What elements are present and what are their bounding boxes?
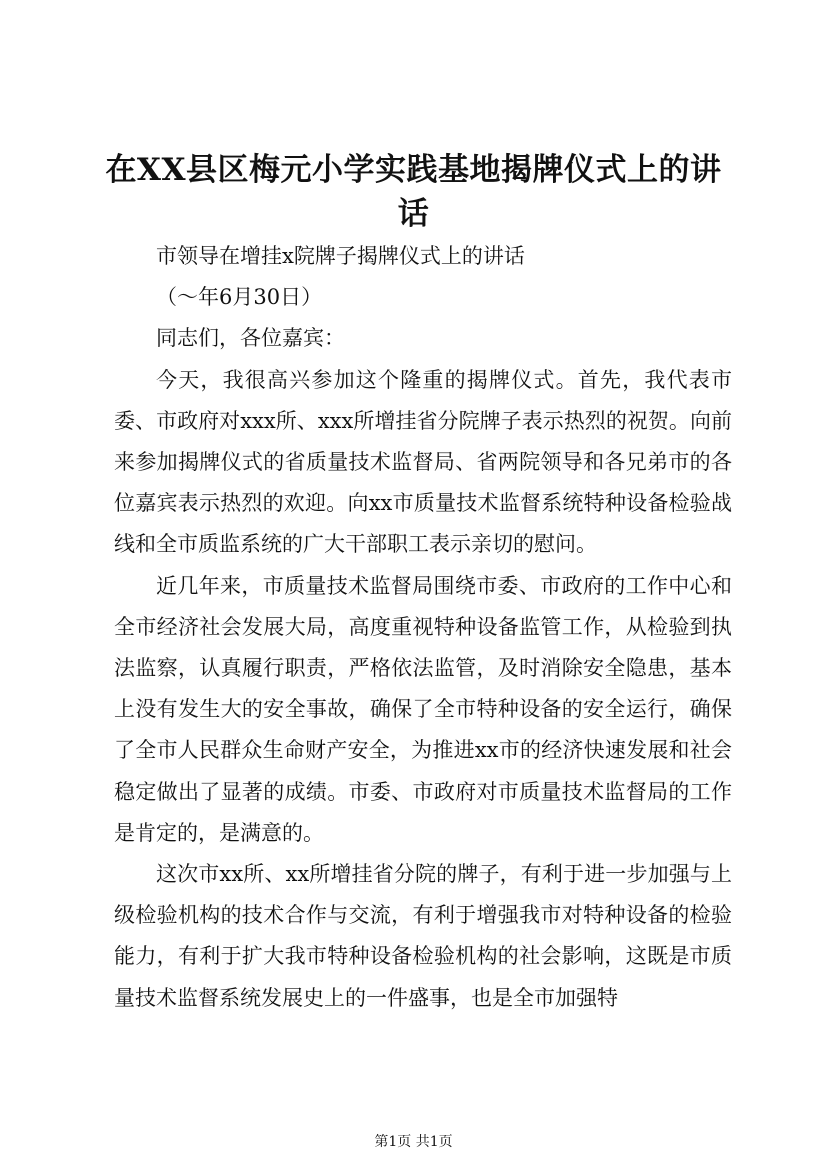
document-title: 在XX县区梅元小学实践基地揭牌仪式上的讲话 xyxy=(105,152,722,232)
paragraph-date: （～年6月30日） xyxy=(156,285,323,310)
paragraph-achievements: 近几年来，市质量技术监督局围绕市委、市政府的工作中心和全市经济社会发展大局，高度重视特种设备监管工作，从检验到执法监察，认真履行职责，严格依法监管，及时消除安全隐患，基本上没有发生大的安全事故，确保了全市特种设备的安全运行，确保了全市人民群众生命财产安全，为推进xx市的经济快速发展和社会稳定做出了显著的成绩。市委、市政府对市质量技术监督局的工作是肯定的，是满意的。 xyxy=(114,573,732,845)
paragraph-opening: 今天，我很高兴参加这个隆重的揭牌仪式。首先，我代表市委、市政府对xxx所、xxx所增挂省分院牌子表示热烈的祝贺。向前来参加揭牌仪式的省质量技术监督局、省两院领导和各兄弟市的各位嘉宾表示热烈的欢迎。向xx市质量技术监督系统特种设备检验战线和全市质监系统的广大干部职工表示亲切的慰问。 xyxy=(114,367,732,557)
page-footer: 第1页 共1页 xyxy=(374,1134,453,1150)
paragraph-subtitle: 市领导在增挂x院牌子揭牌仪式上的讲话 xyxy=(156,244,525,268)
paragraph-significance: 这次市xx所、xx所增挂省分院的牌子，有利于进一步加强与上级检验机构的技术合作与交流，有利于增强我市对特种设备的检验能力，有利于扩大我市特种设备检验机构的社会影响，这既是市质量技术监督系统发展史上的一件盛事，也是全市加强特 xyxy=(114,862,732,1010)
paragraph-salutation: 同志们，各位嘉宾： xyxy=(156,326,345,351)
document-body xyxy=(114,236,732,1019)
